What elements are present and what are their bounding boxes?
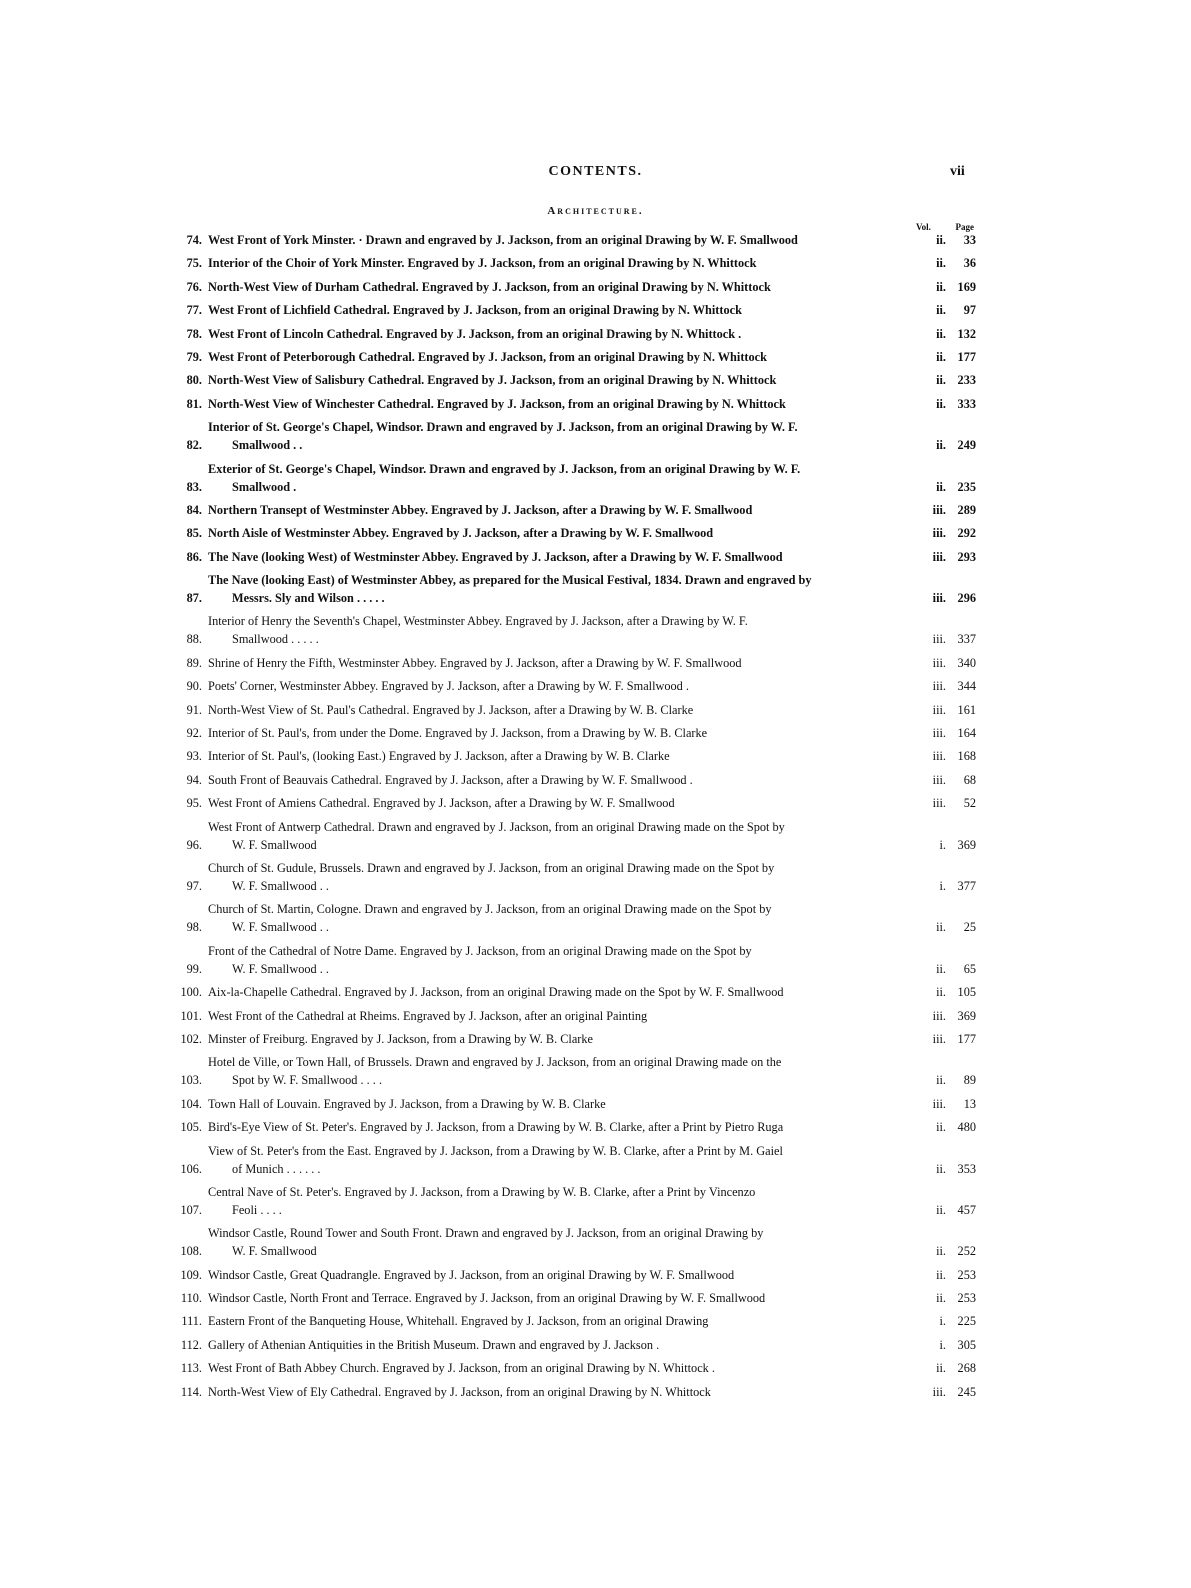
entry-title — [206, 654, 914, 672]
entry-line: West Front of Lichfield Cathedral. Engraved by J. Jackson, from an original Drawing by N. Whittock — [208, 303, 742, 318]
entry-line-continued: Smallwood . . . . . — [232, 632, 319, 647]
entry-line: Windsor Castle, North Front and Terrace. Engraved by J. Jackson, from an original Drawing by W. F. Smallwood — [208, 1291, 766, 1306]
entry-line-continued: W. F. Smallwood . . — [232, 920, 329, 935]
entry-volume: ii. — [936, 303, 946, 318]
entry-number: 77. — [186, 303, 202, 318]
entry-line: Poets' Corner, Westminster Abbey. Engraved by J. Jackson, after a Drawing by W. F. Smallwood . — [208, 679, 689, 694]
entry-title — [206, 301, 914, 319]
entry-volume: iii. — [932, 1008, 946, 1023]
entry-line: West Front of Peterborough Cathedral. Engraved by J. Jackson, from an original Drawing by N. Whittock — [208, 349, 767, 364]
list-item — [168, 724, 976, 742]
entry-title — [206, 1266, 914, 1284]
entry-page: 253 — [957, 1267, 976, 1282]
entry-volume: ii. — [936, 256, 946, 271]
list-item — [168, 524, 976, 542]
entry-line: Windsor Castle, Round Tower and South Front. Drawn and engraved by J. Jackson, from an original Drawing by — [208, 1226, 764, 1241]
entry-title — [206, 548, 914, 566]
entry-page: 377 — [957, 878, 976, 893]
entry-number: 110. — [180, 1291, 202, 1306]
list-item — [168, 771, 976, 789]
entry-title — [206, 1142, 914, 1178]
list-item — [168, 371, 976, 389]
list-item — [168, 1289, 976, 1307]
list-item — [168, 348, 976, 366]
entry-volume: ii. — [936, 985, 946, 1000]
list-item — [168, 1142, 976, 1178]
entry-page: 89 — [963, 1073, 976, 1088]
entry-volume: iii. — [932, 1384, 946, 1399]
entry-title — [206, 1118, 914, 1136]
entry-title — [206, 747, 914, 765]
entry-title — [206, 231, 914, 249]
entry-page: 333 — [957, 396, 976, 411]
entry-title — [206, 460, 914, 496]
entry-volume: ii. — [936, 1361, 946, 1376]
entry-number: 94. — [186, 772, 202, 787]
list-item — [168, 612, 976, 648]
list-item — [168, 677, 976, 695]
entry-number: 108. — [180, 1244, 202, 1259]
entry-number: 102. — [180, 1031, 202, 1046]
entry-number: 93. — [186, 749, 202, 764]
entry-volume: iii. — [932, 1031, 946, 1046]
entry-line: West Front of Antwerp Cathedral. Drawn and engraved by J. Jackson, from an original Drawing made on the Spot by — [208, 819, 785, 834]
entry-page: 340 — [957, 655, 976, 670]
entry-title — [206, 677, 914, 695]
list-item — [168, 1359, 976, 1377]
entry-title — [206, 612, 914, 648]
entry-title — [206, 818, 914, 854]
entry-line-continued: Feoli . . . . — [232, 1202, 282, 1217]
entry-volume: ii. — [936, 920, 946, 935]
list-item — [168, 654, 976, 672]
entry-line: North-West View of St. Paul's Cathedral. Engraved by J. Jackson, after a Drawing by W. B. Clarke — [208, 702, 694, 717]
entry-volume: iii. — [932, 772, 946, 787]
list-item — [168, 859, 976, 895]
entry-page: 161 — [957, 702, 976, 717]
entry-volume: iii. — [932, 526, 946, 541]
entry-title — [206, 1224, 914, 1260]
entry-number: 101. — [180, 1008, 202, 1023]
list-item — [168, 1224, 976, 1260]
list-item — [168, 548, 976, 566]
entry-number: 88. — [186, 632, 202, 647]
entry-number: 86. — [186, 549, 202, 564]
entry-volume: ii. — [936, 1244, 946, 1259]
entry-number: 79. — [186, 349, 202, 364]
entry-number: 81. — [186, 396, 202, 411]
entry-volume: iii. — [932, 1096, 946, 1111]
entry-page: 132 — [957, 326, 976, 341]
entry-line-continued: W. F. Smallwood — [232, 1244, 317, 1259]
entry-volume: ii. — [936, 1161, 946, 1176]
entry-line-continued: W. F. Smallwood — [232, 837, 317, 852]
entry-page: 305 — [957, 1337, 976, 1352]
entry-title — [206, 942, 914, 978]
entry-line: Interior of St. George's Chapel, Windsor. Drawn and engraved by J. Jackson, from an original Drawing by W. F. — [208, 420, 798, 435]
entry-page: 97 — [963, 303, 976, 318]
entry-volume: iii. — [932, 655, 946, 670]
entry-number: 113. — [180, 1361, 202, 1376]
entry-number: 112. — [180, 1337, 202, 1352]
entry-line: Town Hall of Louvain. Engraved by J. Jackson, from a Drawing by W. B. Clarke — [208, 1096, 606, 1111]
entry-title — [206, 1053, 914, 1089]
list-item — [168, 325, 976, 343]
entry-line: Interior of Henry the Seventh's Chapel, Westminster Abbey. Engraved by J. Jackson, after a Drawing by W. F. — [208, 614, 748, 629]
entry-number: 84. — [186, 502, 202, 517]
page-number: vii — [950, 164, 965, 179]
list-item — [168, 1007, 976, 1025]
entry-line: West Front of Lincoln Cathedral. Engraved by J. Jackson, from an original Drawing by N. Whittock . — [208, 326, 742, 341]
entry-volume: iii. — [932, 749, 946, 764]
entry-volume: ii. — [936, 961, 946, 976]
entry-page: 52 — [963, 796, 976, 811]
section-title: Architecture. — [547, 205, 644, 217]
entry-page: 353 — [957, 1161, 976, 1176]
entry-line: West Front of York Minster. · Drawn and engraved by J. Jackson, from an original Drawing by W. F. Smallwood — [208, 233, 798, 247]
entry-number: 76. — [186, 279, 202, 294]
entry-volume: iii. — [932, 591, 946, 606]
entry-volume: iii. — [932, 796, 946, 811]
entry-line: View of St. Peter's from the East. Engraved by J. Jackson, from a Drawing by W. B. Clarke, after a Print by M. Gaiel — [208, 1143, 783, 1158]
list-item — [168, 1118, 976, 1136]
entry-line: Windsor Castle, Great Quadrangle. Engraved by J. Jackson, from an original Drawing by W. F. Smallwood — [208, 1267, 735, 1282]
contents-list — [168, 231, 976, 1406]
entry-line: Front of the Cathedral of Notre Dame. Engraved by J. Jackson, from an original Drawing made on the Spot by — [208, 943, 752, 958]
entry-volume: ii. — [936, 326, 946, 341]
entry-line-continued: Spot by W. F. Smallwood . . . . — [232, 1073, 383, 1088]
entry-page: 344 — [957, 679, 976, 694]
entry-line: Interior of St. Paul's, from under the Dome. Engraved by J. Jackson, from a Drawing by W. B. Clarke — [208, 726, 708, 741]
entry-page: 13 — [963, 1096, 976, 1111]
entry-volume: ii. — [936, 373, 946, 388]
list-item — [168, 278, 976, 296]
entry-line: Interior of the Choir of York Minster. Engraved by J. Jackson, from an original Drawing by N. Whittock — [208, 256, 757, 271]
entry-title — [206, 418, 914, 454]
list-item — [168, 983, 976, 1001]
entry-title — [206, 278, 914, 296]
entry-title — [206, 501, 914, 519]
entry-title — [206, 1383, 914, 1401]
entry-line: Shrine of Henry the Fifth, Westminster Abbey. Engraved by J. Jackson, after a Drawing by W. F. Smallwood — [208, 655, 742, 670]
entry-line: Church of St. Gudule, Brussels. Drawn and engraved by J. Jackson, from an original Drawing made on the Spot by — [208, 860, 775, 875]
entry-line: Central Nave of St. Peter's. Engraved by J. Jackson, from a Drawing by W. B. Clarke, after a Print by Vincenzo — [208, 1184, 756, 1199]
entry-number: 82. — [186, 438, 202, 453]
entry-title — [206, 348, 914, 366]
entry-number: 111. — [181, 1314, 202, 1329]
entry-title — [206, 371, 914, 389]
entry-page: 292 — [957, 526, 976, 541]
entry-page: 36 — [963, 256, 976, 271]
entry-page: 235 — [957, 479, 976, 494]
list-item — [168, 900, 976, 936]
list-item — [168, 1053, 976, 1089]
entry-title — [206, 571, 914, 607]
entry-line: Interior of St. Paul's, (looking East.) Engraved by J. Jackson, after a Drawing by W. B. Clarke — [208, 749, 670, 764]
entry-number: 107. — [180, 1202, 202, 1217]
entry-line: The Nave (looking West) of Westminster Abbey. Engraved by J. Jackson, after a Drawing by W. F. Smallwood — [208, 549, 783, 564]
entry-line: Northern Transept of Westminster Abbey. Engraved by J. Jackson, after a Drawing by W. F. Smallwood — [208, 502, 753, 517]
list-item — [168, 1336, 976, 1354]
entry-title — [206, 1095, 914, 1113]
entry-page: 164 — [957, 726, 976, 741]
entry-page: 296 — [957, 591, 976, 606]
entry-number: 83. — [186, 479, 202, 494]
entry-page: 225 — [957, 1314, 976, 1329]
entry-volume: ii. — [936, 279, 946, 294]
entry-number: 104. — [180, 1096, 202, 1111]
entry-line: West Front of the Cathedral at Rheims. Engraved by J. Jackson, after an original Painting — [208, 1008, 648, 1023]
entry-page: 289 — [957, 502, 976, 517]
entry-number: 114. — [180, 1384, 202, 1399]
entry-number: 109. — [180, 1267, 202, 1282]
entry-number: 97. — [186, 878, 202, 893]
entry-number: 89. — [186, 655, 202, 670]
entry-page: 245 — [957, 1384, 976, 1399]
entry-volume: ii. — [936, 438, 946, 453]
entry-number: 78. — [186, 326, 202, 341]
entry-page: 25 — [963, 920, 976, 935]
entry-line: North-West View of Durham Cathedral. Engraved by J. Jackson, from an original Drawing by N. Whittock — [208, 279, 771, 294]
entry-line: Exterior of St. George's Chapel, Windsor. Drawn and engraved by J. Jackson, from an original Drawing by W. F. — [208, 461, 801, 476]
list-item — [168, 747, 976, 765]
entry-page: 457 — [957, 1202, 976, 1217]
entry-page: 268 — [957, 1361, 976, 1376]
entry-volume: ii. — [936, 233, 946, 247]
vol-column-header: Vol. — [916, 222, 931, 232]
entry-volume: iii. — [932, 702, 946, 717]
page-title: CONTENTS. — [548, 164, 643, 179]
list-item — [168, 942, 976, 978]
entry-title — [206, 1336, 914, 1354]
list-item — [168, 460, 976, 496]
entry-page: 369 — [957, 1008, 976, 1023]
entry-title — [206, 1007, 914, 1025]
entry-volume: i. — [939, 1314, 946, 1329]
entry-volume: ii. — [936, 1202, 946, 1217]
entry-number: 91. — [186, 702, 202, 717]
entry-page: 105 — [957, 985, 976, 1000]
entry-page: 337 — [957, 632, 976, 647]
entry-volume: iii. — [932, 726, 946, 741]
list-item — [168, 1030, 976, 1048]
entry-line: North-West View of Winchester Cathedral. Engraved by J. Jackson, from an original Drawing by N. Whittock — [208, 396, 786, 411]
entry-volume: i. — [939, 1337, 946, 1352]
entry-number: 90. — [186, 679, 202, 694]
list-item — [168, 231, 976, 249]
entry-number: 99. — [186, 961, 202, 976]
entry-page: 253 — [957, 1291, 976, 1306]
entry-volume: i. — [939, 837, 946, 852]
list-item — [168, 818, 976, 854]
entry-number: 105. — [180, 1120, 202, 1135]
entry-number: 100. — [180, 985, 202, 1000]
entry-volume: ii. — [936, 479, 946, 494]
entry-title — [206, 701, 914, 719]
entry-page: 177 — [957, 1031, 976, 1046]
entry-line-continued: W. F. Smallwood . . — [232, 961, 329, 976]
entry-line-continued: Messrs. Sly and Wilson . . . . . — [232, 591, 385, 606]
entry-title — [206, 254, 914, 272]
entry-title — [206, 859, 914, 895]
list-item — [168, 701, 976, 719]
entry-title — [206, 325, 914, 343]
entry-page: 65 — [963, 961, 976, 976]
entry-volume: i. — [939, 878, 946, 893]
list-item — [168, 254, 976, 272]
entry-line: North-West View of Ely Cathedral. Engraved by J. Jackson, from an original Drawing by N. Whittock — [208, 1384, 711, 1399]
entry-volume: iii. — [932, 549, 946, 564]
entry-line: South Front of Beauvais Cathedral. Engraved by J. Jackson, after a Drawing by W. F. Smallwood . — [208, 772, 693, 787]
list-item — [168, 1312, 976, 1330]
entry-line: The Nave (looking East) of Westminster Abbey, as prepared for the Musical Festival, 1834. Drawn and engraved by — [208, 573, 812, 588]
list-item — [168, 1266, 976, 1284]
entry-page: 169 — [957, 279, 976, 294]
entry-title — [206, 524, 914, 542]
entry-volume: ii. — [936, 349, 946, 364]
entry-volume: iii. — [932, 632, 946, 647]
entry-title — [206, 724, 914, 742]
list-item — [168, 1095, 976, 1113]
entry-number: 75. — [186, 256, 202, 271]
entry-title — [206, 771, 914, 789]
entry-page: 249 — [957, 438, 976, 453]
entry-volume: ii. — [936, 1291, 946, 1306]
entry-line: West Front of Bath Abbey Church. Engraved by J. Jackson, from an original Drawing by N. Whittock . — [208, 1361, 715, 1376]
entry-line: West Front of Amiens Cathedral. Engraved by J. Jackson, after a Drawing by W. F. Smallwood — [208, 796, 675, 811]
entry-number: 87. — [186, 591, 202, 606]
list-item — [168, 501, 976, 519]
entry-page: 177 — [957, 349, 976, 364]
entry-volume: ii. — [936, 396, 946, 411]
entry-title — [206, 1183, 914, 1219]
entry-volume: iii. — [932, 679, 946, 694]
entry-title — [206, 900, 914, 936]
entry-line: North-West View of Salisbury Cathedral. Engraved by J. Jackson, from an original Drawing by N. Whittock — [208, 373, 777, 388]
list-item — [168, 395, 976, 413]
entry-title — [206, 1359, 914, 1377]
entry-line-continued: W. F. Smallwood . . — [232, 878, 329, 893]
list-item — [168, 418, 976, 454]
entry-line: Minster of Freiburg. Engraved by J. Jackson, from a Drawing by W. B. Clarke — [208, 1031, 594, 1046]
entry-volume: iii. — [932, 502, 946, 517]
entry-page: 33 — [963, 233, 976, 247]
entry-number: 103. — [180, 1073, 202, 1088]
entry-line: Aix-la-Chapelle Cathedral. Engraved by J. Jackson, from an original Drawing made on the Spot by W. F. Smallwood — [208, 985, 784, 1000]
entry-number: 95. — [186, 796, 202, 811]
entry-title — [206, 794, 914, 812]
entry-line: Gallery of Athenian Antiquities in the British Museum. Drawn and engraved by J. Jackson . — [208, 1337, 660, 1352]
entry-line: Church of St. Martin, Cologne. Drawn and engraved by J. Jackson, from an original Drawing made on the Spot by — [208, 902, 772, 917]
entry-volume: ii. — [936, 1073, 946, 1088]
list-item — [168, 794, 976, 812]
entry-line: Eastern Front of the Banqueting House, Whitehall. Engraved by J. Jackson, from an original Drawing — [208, 1314, 709, 1329]
entry-volume: ii. — [936, 1267, 946, 1282]
entry-line: Hotel de Ville, or Town Hall, of Brussels. Drawn and engraved by J. Jackson, from an original Drawing made on the — [208, 1055, 782, 1070]
list-item — [168, 1383, 976, 1401]
entry-page: 293 — [957, 549, 976, 564]
list-item — [168, 1183, 976, 1219]
entry-page: 68 — [963, 772, 976, 787]
list-item — [168, 301, 976, 319]
list-item — [168, 571, 976, 607]
entry-line-continued: Smallwood . . — [232, 438, 303, 453]
entry-line-continued: of Munich . . . . . . — [232, 1161, 321, 1176]
entry-page: 252 — [957, 1244, 976, 1259]
entry-page: 369 — [957, 837, 976, 852]
entry-title — [206, 395, 914, 413]
entry-title — [206, 983, 914, 1001]
entry-number: 98. — [186, 920, 202, 935]
entry-title — [206, 1030, 914, 1048]
entry-title — [206, 1289, 914, 1307]
page-column-header: Page — [955, 222, 974, 232]
entry-number: 96. — [186, 837, 202, 852]
entry-volume: ii. — [936, 1120, 946, 1135]
entry-number: 85. — [186, 526, 202, 541]
entry-page: 168 — [957, 749, 976, 764]
entry-number: 74. — [186, 233, 202, 247]
entry-page: 233 — [957, 373, 976, 388]
entry-number: 80. — [186, 373, 202, 388]
entry-number: 92. — [186, 726, 202, 741]
entry-title — [206, 1312, 914, 1330]
entry-number: 106. — [180, 1161, 202, 1176]
entry-page: 480 — [957, 1120, 976, 1135]
entry-line: North Aisle of Westminster Abbey. Engraved by J. Jackson, after a Drawing by W. F. Smallwood — [208, 526, 714, 541]
entry-line-continued: Smallwood . — [232, 479, 297, 494]
entry-line: Bird's-Eye View of St. Peter's. Engraved by J. Jackson, from a Drawing by W. B. Clarke, after a Print by Pietro Ruga — [208, 1120, 784, 1135]
